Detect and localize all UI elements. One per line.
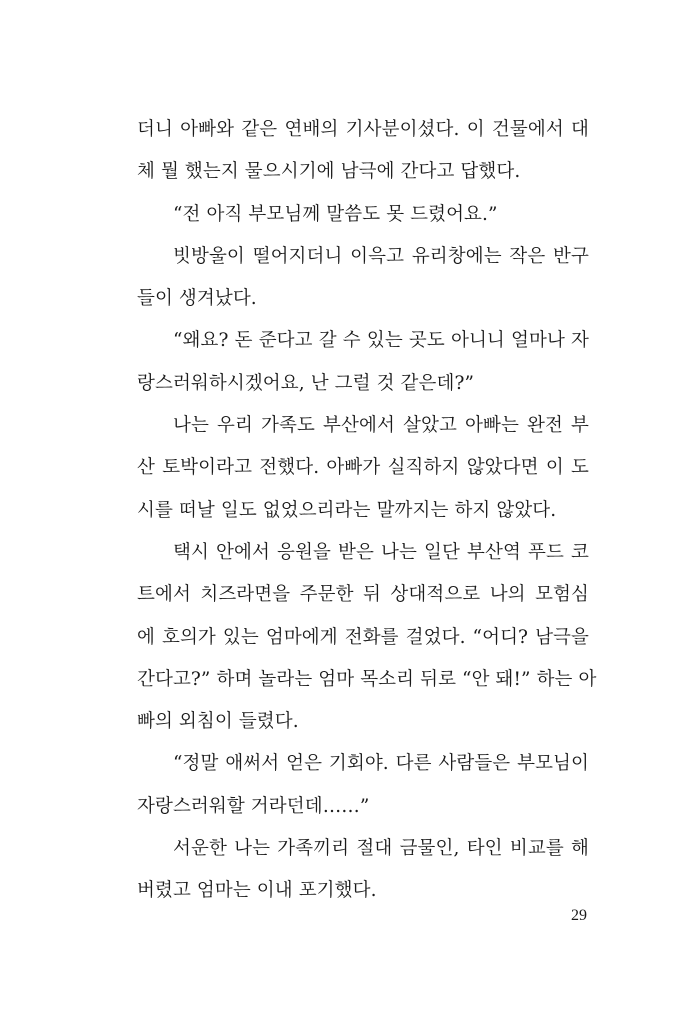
text-line: 나는 우리 가족도 부산에서 살았고 아빠는 완전 부	[173, 415, 589, 437]
text-line: 체 뭘 했는지 물으시기에 남극에 간다고 답했다.	[137, 161, 521, 183]
text-line: 버렸고 엄마는 이내 포기했다.	[137, 880, 377, 902]
text-line: 트에서 치즈라면을 주문한 뒤 상대적으로 나의 모험심	[137, 584, 589, 606]
body-text	[137, 109, 597, 913]
text-line: 더니 아빠와 같은 연배의 기사분이셨다. 이 건물에서 대	[137, 119, 589, 140]
text-line: 택시 안에서 응원을 받은 나는 일단 부산역 푸드 코	[173, 541, 589, 563]
text-line: 에 호의가 있는 엄마에게 전화를 걸었다. “어디? 남극을	[137, 626, 589, 648]
text-line: “왜요? 돈 준다고 갈 수 있는 곳도 아니니 얼마나 자	[173, 330, 589, 352]
text-line: 시를 떠날 일도 없었으리라는 말까지는 하지 않았다.	[137, 499, 557, 521]
text-line: 간다고?” 하며 놀라는 엄마 목소리 뒤로 “안 돼!” 하는 아	[137, 668, 597, 690]
text-line: 빠의 외침이 들렸다.	[137, 711, 299, 733]
text-line: 자랑스러워할 거라던데……”	[137, 795, 370, 817]
text-line: 서운한 나는 가족끼리 절대 금물인, 타인 비교를 해	[173, 838, 589, 860]
text-line: 들이 생겨났다.	[137, 288, 257, 310]
text-line: “정말 애써서 얻은 기회야. 다른 사람들은 부모님이	[173, 753, 589, 775]
page-number: 29	[571, 907, 587, 924]
text-line: 빗방울이 떨어지더니 이윽고 유리창에는 작은 반구	[173, 245, 589, 267]
text-line: 산 토박이라고 전했다. 아빠가 실직하지 않았다면 이 도	[137, 457, 589, 479]
text-line: 랑스러워하시겠어요, 난 그럴 것 같은데?”	[137, 372, 475, 394]
text-line: “전 아직 부모님께 말씀도 못 드렸어요.”	[173, 203, 498, 225]
